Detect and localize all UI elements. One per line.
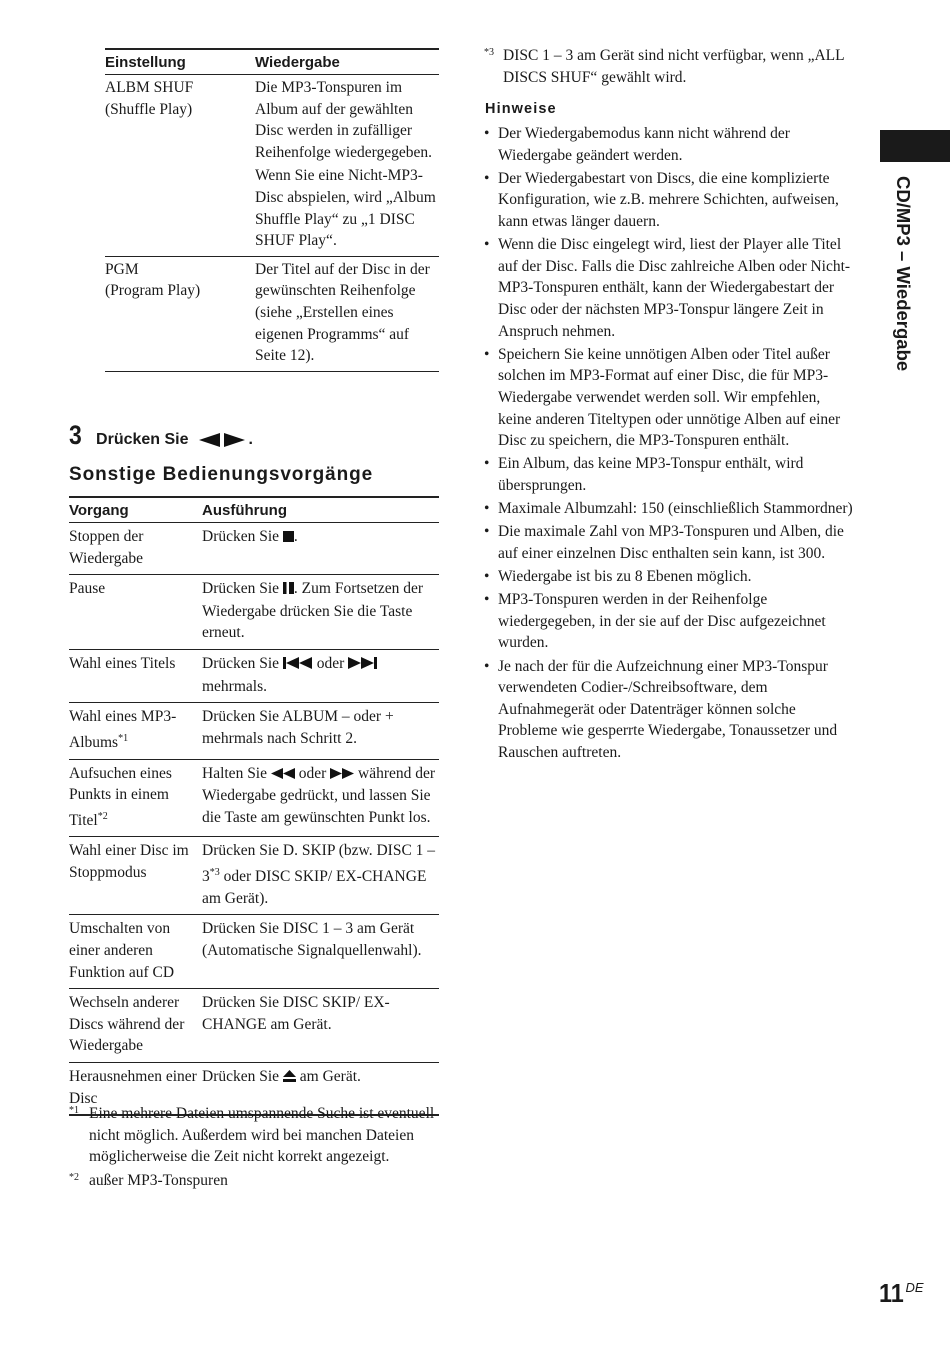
bullet-icon: • — [484, 345, 490, 363]
setting-name: ALBM SHUF — [105, 79, 194, 96]
chapter-tab-marker — [880, 130, 950, 162]
operation-cell: Wechseln anderer Discs während der Wiedergabe — [69, 989, 202, 1063]
rewind-icon — [271, 764, 295, 786]
list-item — [484, 123, 856, 166]
execution-cell — [202, 649, 439, 702]
operation-cell: Umschalten von einer anderen Funktion auf CD — [69, 915, 202, 989]
playback-text-note: Wenn Sie eine Nicht-MP3-Disc abspielen, wird „Album Shuffle Play“ zu „1 DISC SHUF Play“. — [255, 167, 436, 250]
note-text: Der Wiedergabestart von Discs, die eine komplizierte Konfiguration, wie z.B. mehrere Schichten, aufweisen, kann etwas länger dauern. — [498, 169, 839, 230]
bullet-icon: • — [484, 125, 490, 142]
execution-cell — [202, 759, 439, 837]
operation-text: Aufsuchen eines Punkts in einem Titel — [69, 764, 172, 829]
settings-header-playback: Wiedergabe — [255, 49, 439, 75]
footnote-text: DISC 1 – 3 am Gerät sind nicht verfügbar, wenn „ALL DISCS SHUF“ gewählt wird. — [503, 47, 845, 86]
execution-cell: Drücken Sie ALBUM – oder + mehrmals nach Schritt 2. — [202, 703, 439, 759]
playback-text: Der Titel auf der Disc in der gewünschten Reihenfolge (siehe „Erstellen eines eigenen Programms“ auf Seite 12). — [255, 260, 430, 365]
execution-text: oder DISC SKIP/ EX-CHANGE am Gerät). — [202, 868, 427, 907]
operation-cell: Wahl einer Disc im Stoppmodus — [69, 837, 202, 915]
eject-icon — [283, 1067, 296, 1089]
execution-text: Drücken Sie — [202, 1067, 283, 1085]
previous-track-icon — [283, 654, 313, 676]
table-row — [69, 703, 439, 759]
footnotes — [69, 1103, 441, 1193]
execution-text: oder — [312, 654, 349, 672]
note-text: Wiedergabe ist bis zu 8 Ebenen möglich. — [498, 568, 752, 586]
note-text: Die maximale Zahl von MP3-Tonspuren und Alben, die auf einer einzelnen Disc enthalten sein kann, ist 300. — [498, 523, 844, 562]
stop-icon — [283, 527, 294, 549]
next-track-icon — [348, 654, 378, 676]
note-text: Je nach der für die Aufzeichnung einer MP3-Tonspur verwendeten Codier-/Schreibsoftware, dem Aufnahmegerät oder Datenträger können solche Probleme wie gesperrte Wiedergabe, Tonaussetzer und Rauschen auftreten. — [498, 657, 838, 761]
bullet-icon: • — [484, 523, 490, 541]
table-row — [69, 575, 439, 650]
list-item — [484, 566, 856, 588]
notes-heading: Hinweise — [485, 101, 557, 117]
settings-cell-playback — [255, 256, 439, 371]
footnote-ref: *1 — [118, 732, 129, 744]
footnote-mark: *3 — [484, 47, 494, 58]
footnote-text: außer MP3-Tonspuren — [89, 1171, 228, 1189]
execution-cell: Drücken Sie DISC SKIP/ EX-CHANGE am Gerät. — [202, 989, 439, 1063]
list-item — [484, 521, 856, 564]
execution-cell — [202, 837, 439, 915]
bullet-icon: • — [484, 236, 490, 254]
note-text: Wenn die Disc eingelegt wird, liest der Player alle Titel auf der Disc. Falls die Disc zahlreiche Alben oder Nicht-MP3-Tonspuren enthält, kann der Wiedergabestart der Disc oder der nächsten MP3-Tonspur längere Zeit in Anspruch nehmen. — [498, 236, 851, 340]
footnote-mark: *2 — [69, 1171, 79, 1183]
footnote-mark: *1 — [69, 1105, 79, 1116]
playback-text: Die MP3-Tonspuren im Album auf der gewählten Disc werden in zufälliger Reihenfolge wiedergegeben. — [255, 79, 433, 161]
operations-table — [69, 496, 439, 1116]
settings-cell-setting — [105, 75, 255, 257]
step-end-punct: . — [248, 431, 253, 448]
execution-cell — [202, 575, 439, 650]
settings-cell-playback — [255, 75, 439, 257]
section-heading: Sonstige Bedienungsvorgänge — [69, 464, 374, 485]
bullet-icon: • — [484, 591, 490, 609]
execution-text: am Gerät. — [295, 1067, 361, 1085]
ops-header-execution: Ausführung — [202, 497, 439, 523]
operation-text: Wahl eines MP3-Albums — [69, 708, 177, 751]
note-text: Ein Album, das keine MP3-Tonspur enthält, wird übersprungen. — [498, 455, 804, 494]
list-item — [484, 656, 856, 764]
settings-row — [105, 75, 439, 257]
page-language: DE — [905, 1280, 924, 1295]
table-row — [69, 523, 439, 575]
execution-cell — [202, 523, 439, 575]
step-3 — [69, 420, 253, 451]
step-text: Drücken Sie — [96, 431, 189, 448]
list-item — [484, 498, 856, 520]
execution-text: Drücken Sie — [202, 654, 283, 672]
list-item — [484, 453, 856, 496]
list-item — [484, 344, 856, 452]
footnote — [69, 1170, 441, 1192]
table-row — [69, 915, 439, 989]
bullet-icon: • — [484, 500, 490, 518]
execution-text: oder — [294, 764, 331, 782]
note-text: Maximale Albumzahl: 150 (einschließlich Stammordner) — [498, 500, 853, 518]
footnote-ref: *3 — [209, 867, 220, 879]
execution-text: Drücken Sie D. SKIP (bzw. DISC 1 – 3 — [202, 842, 436, 886]
page-number-value: 11 — [879, 1278, 904, 1308]
settings-cell-setting — [105, 256, 255, 371]
operation-cell: Pause — [69, 575, 202, 650]
bullet-icon: • — [484, 568, 490, 586]
note-text: Speichern Sie keine unnötigen Alben oder Titel außer solchen im MP3-Format auf einer Disc, die für MP3-Wiedergabe verwendet werden soll. Wir empfehlen, keine anderen Titeltypen oder unnötige Alben auf einer Disc zu speichern, die MP3-Tonspuren enthält. — [498, 345, 841, 450]
footnote-text: Eine mehrere Dateien umspannende Suche ist eventuell nicht möglich. Außerdem wird bei manchen Dateien möglicherweise die Zeit nicht korrekt angezeigt. — [89, 1105, 435, 1166]
bullet-icon: • — [484, 657, 490, 675]
table-row — [69, 989, 439, 1063]
operation-cell — [69, 759, 202, 837]
operation-cell: Wahl eines Titels — [69, 649, 202, 702]
execution-text: während der Wiedergabe gedrückt, und lassen Sie die Taste am gewünschten Punkt los. — [202, 764, 436, 826]
ops-header-operation: Vorgang — [69, 497, 202, 523]
pause-icon — [283, 579, 294, 601]
list-item — [484, 168, 856, 233]
setting-description: (Shuffle Play) — [105, 100, 193, 118]
page-number — [879, 1278, 924, 1309]
footnote-3 — [484, 45, 854, 88]
setting-name: PGM — [105, 260, 139, 278]
footnote-ref: *2 — [97, 810, 108, 822]
settings-table — [105, 48, 439, 372]
execution-text: Halten Sie — [202, 764, 271, 782]
play-pause-icon — [189, 431, 249, 449]
chapter-label: CD/MP3 – Wiedergabe — [893, 176, 914, 372]
table-row — [69, 759, 439, 837]
footnote — [69, 1103, 441, 1168]
note-text: Der Wiedergabemodus kann nicht während der Wiedergabe geändert werden. — [498, 125, 790, 164]
bullet-icon: • — [484, 169, 490, 187]
note-text: MP3-Tonspuren werden in der Reihenfolge wiedergegeben, in der sie auf der Disc aufgezeichnet wurden. — [498, 591, 826, 652]
execution-text: . Zum Fortsetzen der Wiedergabe drücken Sie die Taste erneut. — [202, 580, 424, 642]
execution-cell: Drücken Sie DISC 1 – 3 am Gerät (Automatische Signalquellenwahl). — [202, 915, 439, 989]
settings-header-setting: Einstellung — [105, 49, 255, 75]
fast-forward-icon — [330, 764, 354, 786]
table-row — [69, 837, 439, 915]
list-item — [484, 234, 856, 342]
execution-text: . — [293, 528, 298, 545]
settings-row — [105, 256, 439, 371]
table-row — [69, 649, 439, 702]
operation-cell: Herausnehmen einer Disc — [69, 1062, 202, 1115]
execution-text: Drücken Sie — [202, 580, 283, 598]
setting-description: (Program Play) — [105, 282, 201, 300]
bullet-icon: • — [484, 455, 490, 473]
execution-text: Drücken Sie — [202, 528, 283, 545]
execution-text: mehrmals. — [202, 677, 267, 695]
notes-list — [484, 123, 856, 765]
list-item — [484, 589, 856, 654]
operation-cell — [69, 703, 202, 759]
step-number: 3 — [69, 420, 82, 450]
operation-cell: Stoppen der Wiedergabe — [69, 523, 202, 575]
